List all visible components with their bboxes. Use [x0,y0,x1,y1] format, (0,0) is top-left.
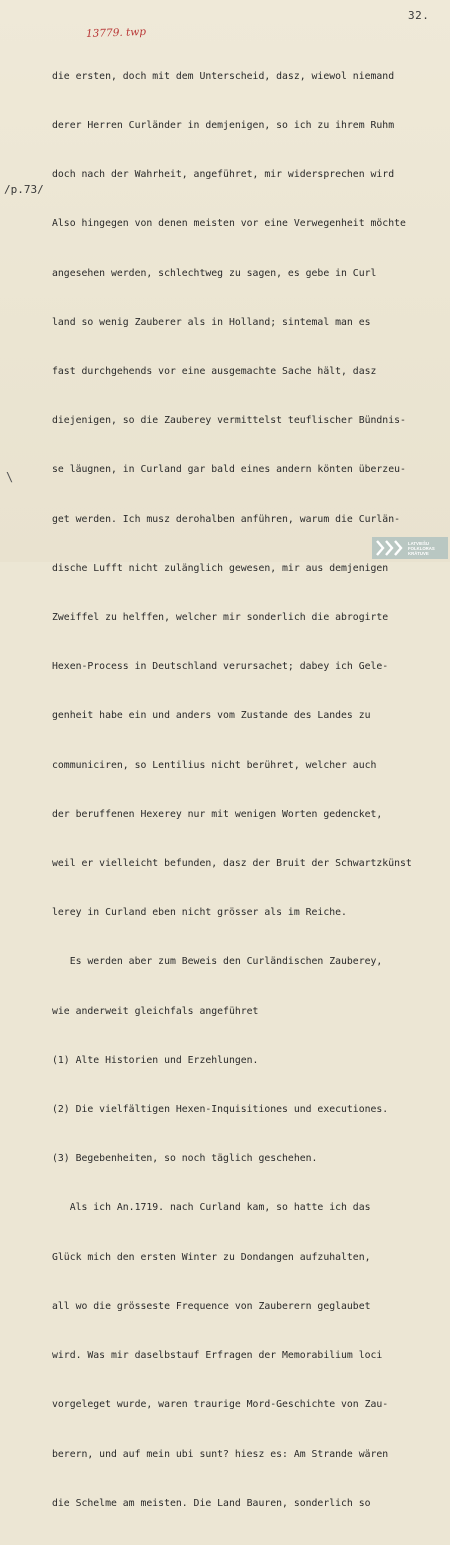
lfk-logo-icon [375,539,405,557]
text-line: weil er vielleicht befunden, dasz der Bruit der Schwartzkünst [52,858,412,870]
logo-text [408,541,435,556]
text-line: dische Lufft nicht zulänglich gewesen, mir aus demjenigen [52,562,389,574]
text-line: derer Herren Curländer in demjenigen, so ich zu ihrem Ruhm [52,120,395,132]
handwritten-archive-number: 13779. twp [85,25,147,41]
text-line: get werden. Ich musz derohalben anführen, warum die Curlän- [52,513,400,525]
logo-text-line: KRĀTUVE [408,550,429,556]
text-line: doch nach der Wahrheit, angeführet, mir widersprechen wird [52,169,395,181]
margin-page-reference: /p.73/ [4,183,44,196]
text-line: fast durchgehends vor eine ausgemachte Sache hält, dasz [52,366,377,378]
text-line: vorgeleget wurde, waren traurige Mord-Geschichte von Zau- [52,1399,389,1411]
margin-mark: \ [6,470,14,484]
text-line: Hexen-Process in Deutschland verursachet; dabey ich Gele- [52,661,389,673]
text-line: angesehen werden, schlechtweg zu sagen, es gebe in Curl [52,267,377,279]
text-line: all wo die grösseste Frequence von Zauberern geglaubet [52,1300,371,1312]
text-line: diejenigen, so die Zauberey vermittelst teuflischer Bündnis- [52,415,406,427]
text-line: Es werden aber zum Beweis den Curländischen Zauberey, [52,956,383,968]
archive-logo [372,537,448,559]
typewritten-body [52,36,448,1545]
page-number: 32. [408,9,430,22]
text-line: der beruffenen Hexerey nur mit wenigen Worten gedencket, [52,808,383,820]
text-line: die Schelme am meisten. Die Land Bauren, sonderlich so [52,1497,371,1509]
text-line: Glück mich den ersten Winter zu Dondangen aufzuhalten, [52,1251,371,1263]
text-line: lerey in Curland eben nicht grösser als im Reiche. [52,907,347,919]
text-line: Also hingegen von denen meisten vor eine Verwegenheit möchte [52,218,406,230]
text-line: se läugnen, in Curland gar bald eines andern könten überzeu- [52,464,406,476]
text-line: Zweiffel zu helffen, welcher mir sonderlich die abrogirte [52,612,389,624]
text-line: berern, und auf mein ubi sunt? hiesz es: Am Strande wären [52,1448,389,1460]
text-line: (1) Alte Historien und Erzehlungen. [52,1054,259,1066]
text-line: Als ich An.1719. nach Curland kam, so hatte ich das [52,1202,371,1214]
text-line: wird. Was mir daselbstauf Erfragen der Memorabilium loci [52,1350,383,1362]
logo-text-line: LATVIEŠU [408,540,429,546]
logo-text-line: FOLKLORAS [408,545,435,551]
text-line: (2) Die vielfältigen Hexen-Inquisitiones und executiones. [52,1104,389,1116]
text-line: genheit habe ein und anders vom Zustande des Landes zu [52,710,371,722]
text-line: (3) Begebenheiten, so noch täglich geschehen. [52,1153,318,1165]
text-line: land so wenig Zauberer als in Holland; sintemal man es [52,316,371,328]
text-line: wie anderweit gleichfals angeführet [52,1005,259,1017]
text-line: die ersten, doch mit dem Unterscheid, dasz, wiewol niemand [52,70,395,82]
text-line: communiciren, so Lentilius nicht berühret, welcher auch [52,759,377,771]
